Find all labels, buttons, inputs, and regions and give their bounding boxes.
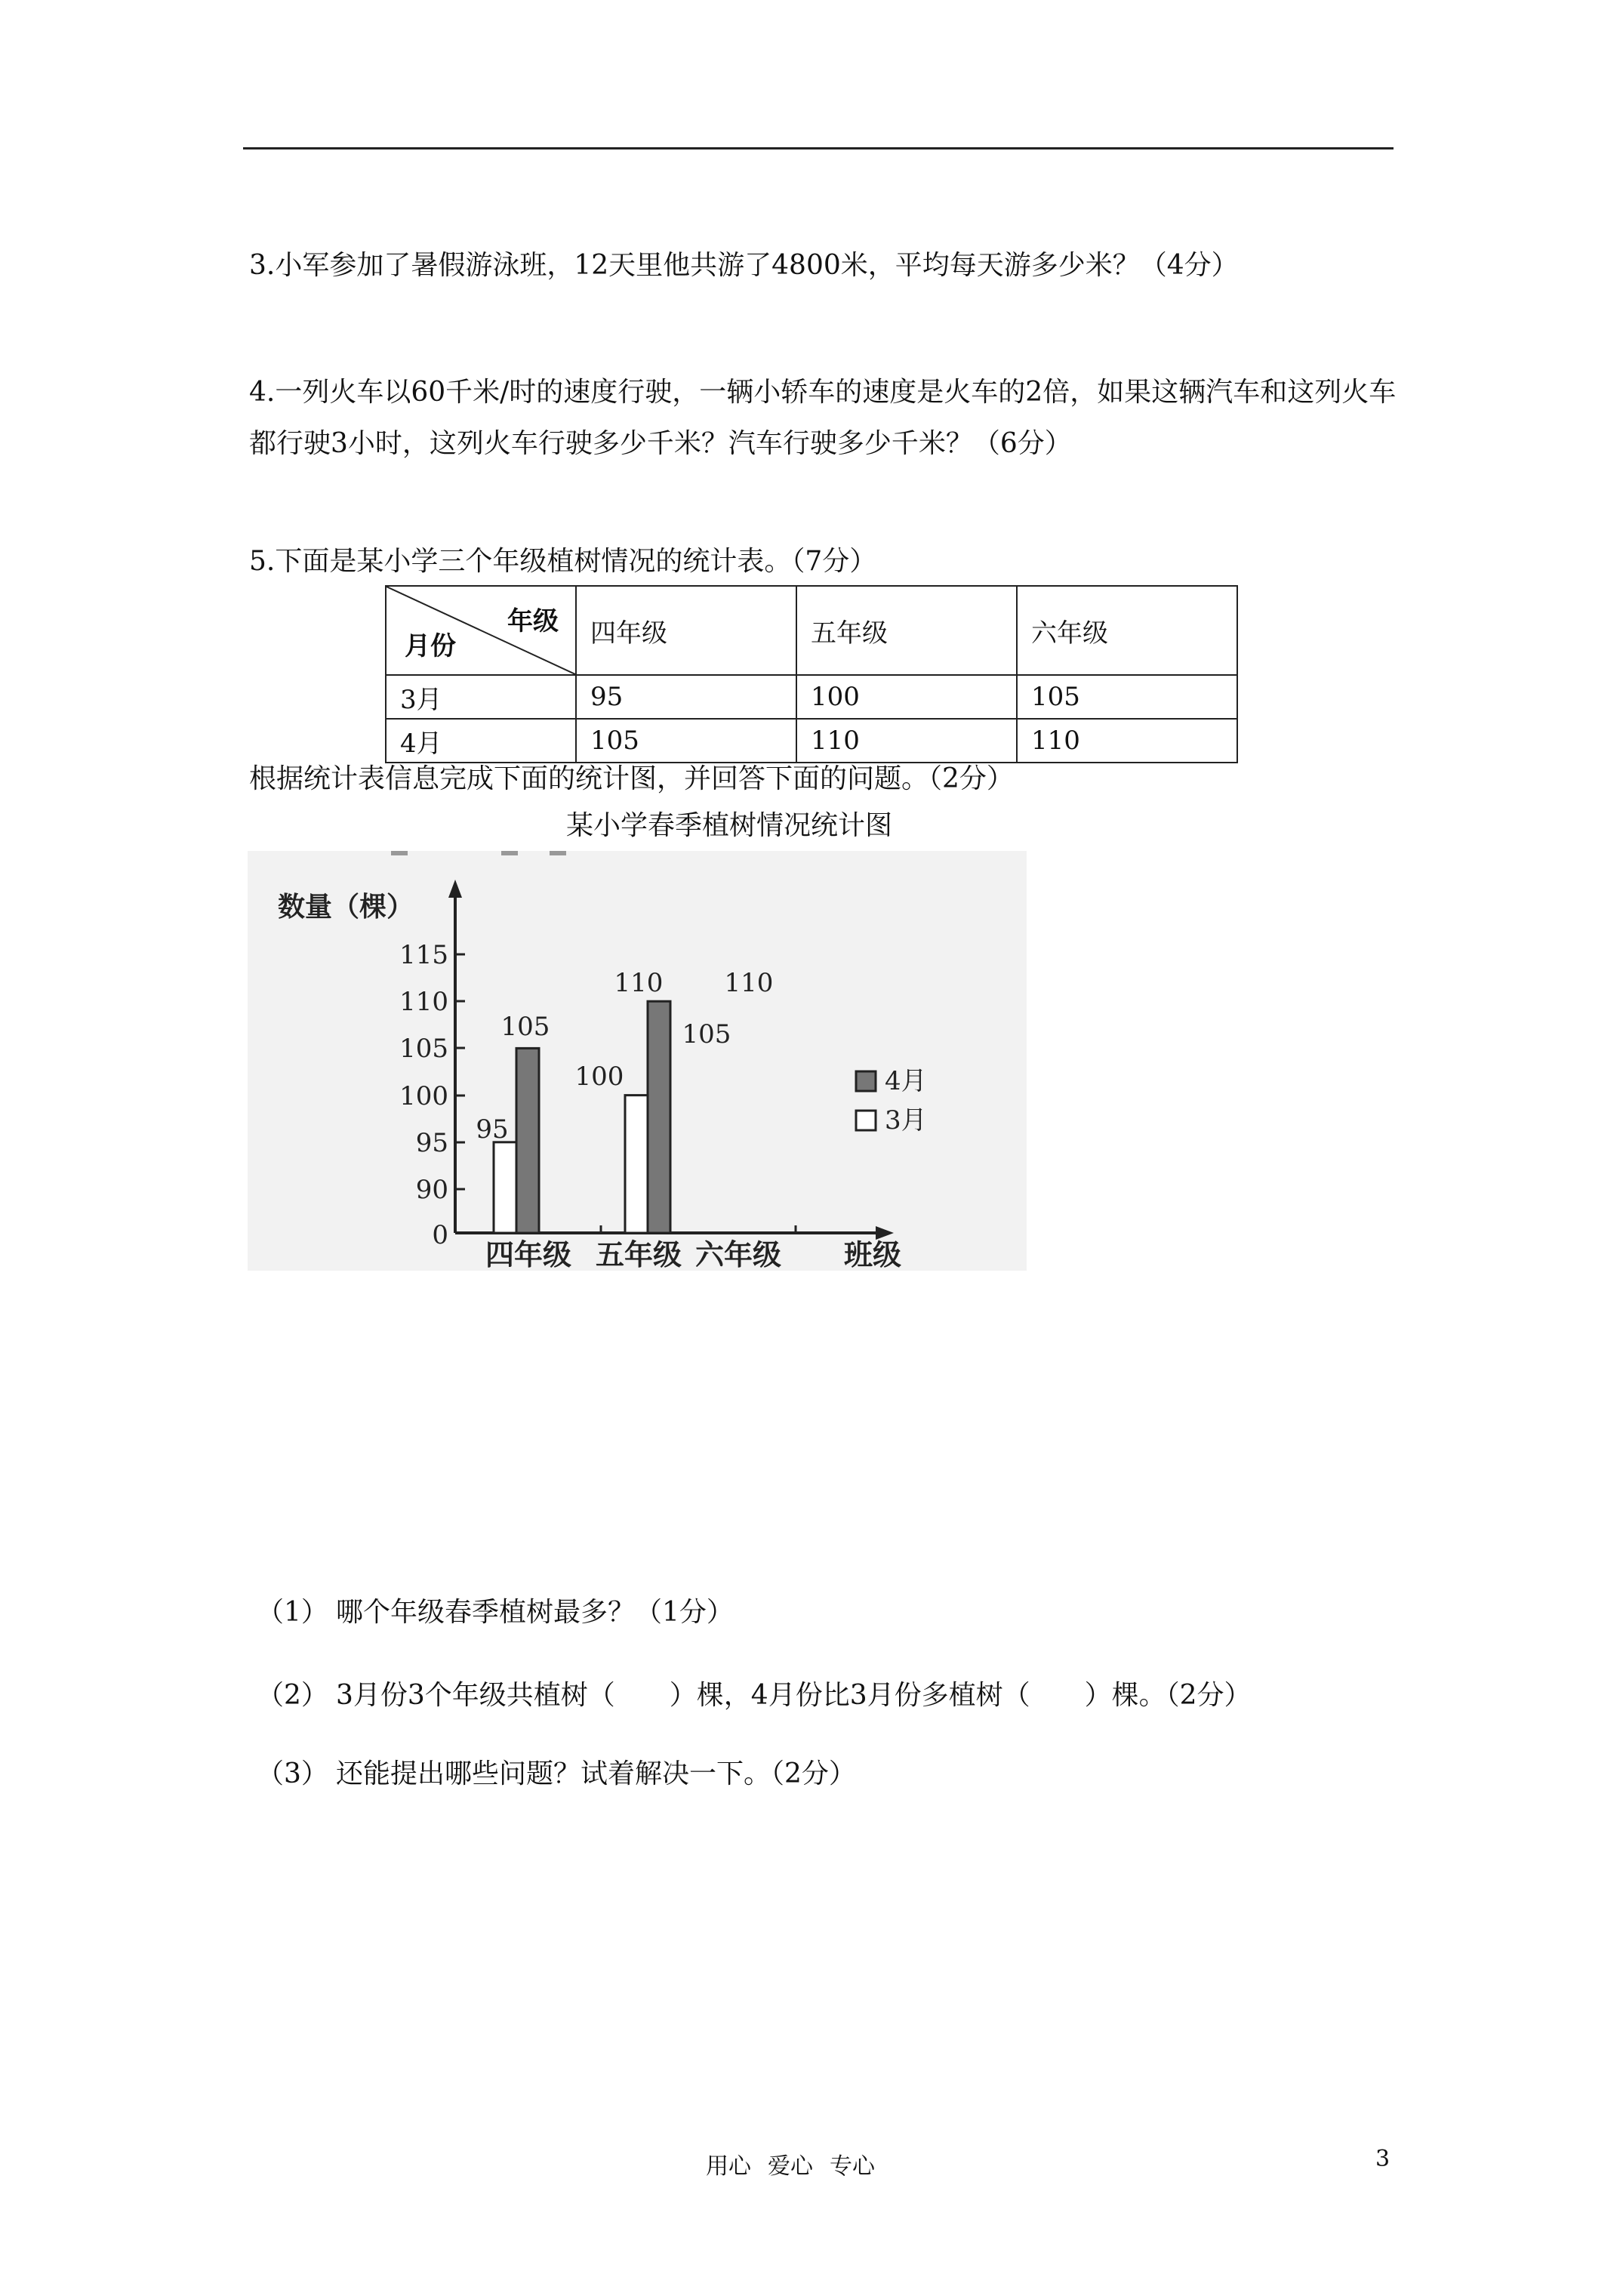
page-number: 3 bbox=[1375, 2146, 1390, 2172]
x-tick-label: 五年级 bbox=[595, 1237, 682, 1271]
legend-swatch-march bbox=[856, 1111, 876, 1130]
table-row bbox=[386, 719, 1237, 763]
sub-question-number: （2） bbox=[257, 1680, 328, 1711]
y-tick-label: 100 bbox=[399, 1081, 448, 1111]
table-cell: 105 bbox=[1017, 675, 1237, 719]
sub-question-number: （3） bbox=[257, 1758, 328, 1789]
bar-四年级-4月 bbox=[516, 1048, 539, 1233]
chart-instruction: 根据统计表信息完成下面的统计图，并回答下面的问题。（2分） bbox=[249, 763, 1014, 794]
header-grade-label: 年级 bbox=[507, 606, 559, 636]
x-tick-label: 六年级 bbox=[694, 1237, 782, 1271]
column-header: 六年级 bbox=[1017, 586, 1237, 675]
row-label: 4月 bbox=[386, 719, 576, 763]
legend-label: 4月 bbox=[885, 1066, 927, 1096]
bar-chart-svg bbox=[248, 851, 1027, 1271]
x-tick-label: 四年级 bbox=[485, 1237, 572, 1271]
bar-五年级-3月 bbox=[625, 1096, 648, 1233]
chart-title: 某小学春季植树情况统计图 bbox=[566, 810, 893, 841]
footer-item: 爱心 bbox=[768, 2153, 813, 2180]
footer-motto bbox=[706, 2147, 892, 2180]
header-rule bbox=[243, 147, 1394, 149]
table-cell: 110 bbox=[796, 719, 1017, 763]
header-month-label: 月份 bbox=[405, 631, 456, 661]
bar-label: 105 bbox=[682, 1019, 731, 1049]
column-header: 五年级 bbox=[796, 586, 1017, 675]
bar-label: 110 bbox=[614, 968, 664, 998]
row-label: 3月 bbox=[386, 675, 576, 719]
footer-item: 用心 bbox=[706, 2153, 751, 2180]
bar-label: 105 bbox=[500, 1012, 550, 1042]
sub-question-text: 还能提出哪些问题？试着解决一下。（2分） bbox=[336, 1758, 856, 1789]
diagonal-header-cell bbox=[386, 586, 576, 675]
bar-label: 100 bbox=[574, 1062, 624, 1092]
table-header-row bbox=[386, 586, 1237, 675]
question-3: 3.小军参加了暑假游泳班，12天里他共游了4800米，平均每天游多少米？（4分） bbox=[249, 250, 1239, 281]
y-tick-label: 95 bbox=[415, 1128, 448, 1158]
y-tick-label: 115 bbox=[399, 940, 448, 970]
question-5: 5.下面是某小学三个年级植树情况的统计表。（7分） bbox=[249, 546, 877, 577]
table-cell: 105 bbox=[576, 719, 796, 763]
column-header: 四年级 bbox=[576, 586, 796, 675]
bar-chart bbox=[248, 851, 1027, 1271]
table-cell: 95 bbox=[576, 675, 796, 719]
sub-question-text: 哪个年级春季植树最多？（1分） bbox=[336, 1597, 734, 1628]
x-axis-label: 班级 bbox=[843, 1237, 902, 1271]
sub-question-text: 3月份3个年级共植树（ ）棵，4月份比3月份多植树（ ）棵。（2分） bbox=[336, 1680, 1252, 1711]
sub-question-1 bbox=[257, 1596, 734, 1629]
sub-question-3 bbox=[257, 1758, 856, 1791]
sub-question-2 bbox=[257, 1679, 1252, 1712]
bar-label: 110 bbox=[724, 968, 774, 998]
bar-五年级-4月 bbox=[648, 1001, 670, 1233]
stats-table bbox=[385, 585, 1238, 763]
legend-swatch-april bbox=[856, 1071, 876, 1091]
y-axis-label: 数量（棵） bbox=[278, 891, 414, 923]
legend-label: 3月 bbox=[885, 1105, 927, 1136]
y-axis-arrow-icon bbox=[448, 880, 462, 898]
y-tick-label: 0 bbox=[432, 1220, 448, 1250]
question-4: 4.一列火车以60千米/时的速度行驶，一辆小轿车的速度是火车的2倍，如果这辆汽车和这列火车都行驶3小时，这列火车行驶多少千米？汽车行驶多少千米？（6分） bbox=[249, 377, 1397, 459]
y-tick-label: 90 bbox=[415, 1175, 448, 1205]
y-tick-label: 110 bbox=[399, 987, 448, 1017]
y-tick-label: 105 bbox=[399, 1034, 448, 1064]
table-row bbox=[386, 675, 1237, 719]
bar-四年级-3月 bbox=[494, 1142, 516, 1233]
bar-label: 95 bbox=[476, 1114, 509, 1145]
sub-question-number: （1） bbox=[257, 1597, 328, 1628]
table-cell: 110 bbox=[1017, 719, 1237, 763]
table-cell: 100 bbox=[796, 675, 1017, 719]
chart-legend bbox=[856, 1066, 927, 1136]
footer-item: 专心 bbox=[830, 2153, 875, 2180]
